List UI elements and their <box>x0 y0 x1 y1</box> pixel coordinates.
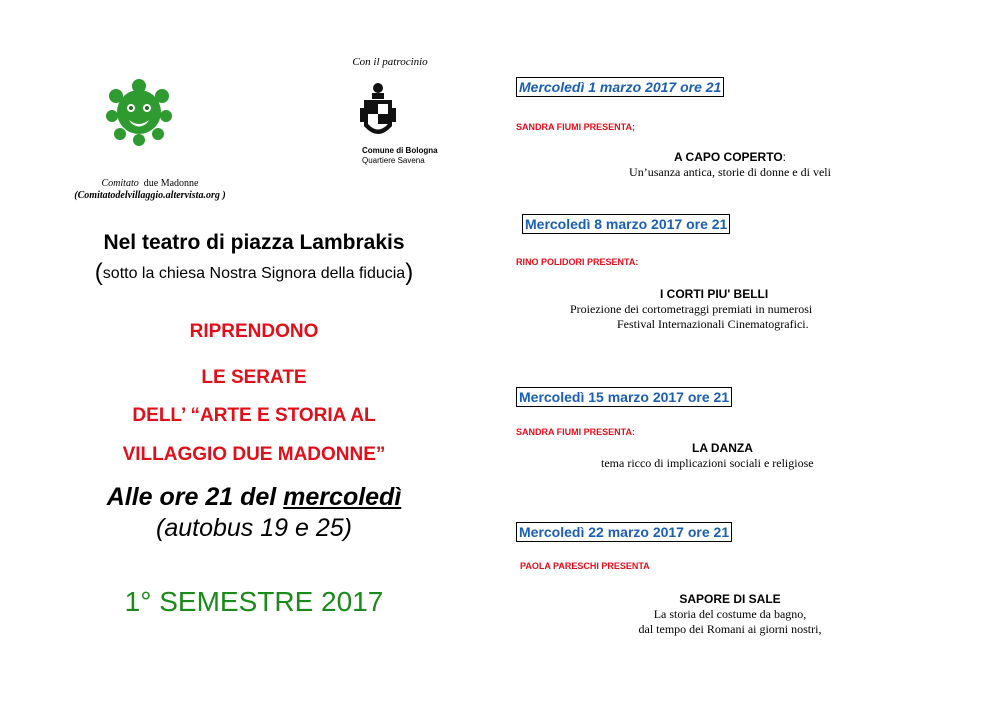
event-4-date: Mercoledì 22 marzo 2017 ore 21 <box>516 522 732 542</box>
semestre-title: 1° SEMESTRE 2017 <box>124 586 384 617</box>
comitato-line <box>40 178 260 190</box>
red-line-1: RIPRENDONO <box>189 321 319 342</box>
event-3-desc: tema ricco di implicazioni sociali e religiose <box>601 456 814 470</box>
red-line-2: LE SERATE <box>201 367 307 388</box>
comitato-word: Comitato <box>101 178 139 189</box>
teatro-heading: Nel teatro di piazza Lambrakis <box>103 231 405 254</box>
sotto-chiesa-line: (sotto la chiesa Nostra Signora della fiducia) <box>94 259 414 286</box>
comune-label <box>362 146 438 166</box>
sotto-chiesa-text: sotto la chiesa Nostra Signora della fiducia <box>102 265 406 282</box>
comune-quartiere: Quartiere Savena <box>362 156 425 165</box>
event-1-desc: Un’usanza antica, storie di donne e di veli <box>629 165 831 179</box>
event-4-presenter: PAOLA PARESCHI PRESENTA <box>520 561 650 571</box>
event-4-desc-2: dal tempo dei Romani ai giorni nostri, <box>638 622 822 636</box>
comitato-logo-icon <box>104 78 174 146</box>
comune-bologna-crest-icon <box>360 80 396 146</box>
mercoledi-underlined: mercoledì <box>283 483 402 511</box>
event-4-desc-1: La storia del costume da bagno, <box>653 607 807 621</box>
alle-ore-line: Alle ore 21 del mercoledì <box>106 483 402 511</box>
event-3-presenter: SANDRA FIUMI PRESENTA: <box>516 427 635 437</box>
event-2-date: Mercoledì 8 marzo 2017 ore 21 <box>522 214 730 234</box>
event-2-desc-2: Festival Internazionali Cinematografici. <box>617 317 809 331</box>
event-3-date: Mercoledì 15 marzo 2017 ore 21 <box>516 387 732 407</box>
event-2-presenter: RINO POLIDORI PRESENTA: <box>516 257 639 267</box>
red-line-3: DELL’ “ARTE E STORIA AL <box>132 405 376 426</box>
red-line-4: VILLAGGIO DUE MADONNE” <box>122 444 386 465</box>
patrocinio-label: Con il patrocinio <box>352 56 428 68</box>
event-1-presenter: SANDRA FIUMI PRESENTA; <box>516 122 635 132</box>
comitato-website: (Comitatodelvillaggio.altervista.org ) <box>74 190 226 201</box>
comitato-name: due Madonne <box>143 178 199 189</box>
autobus-line: (autobus 19 e 25) <box>156 514 352 542</box>
event-1-date: Mercoledì 1 marzo 2017 ore 21 <box>516 77 724 97</box>
comitato-block <box>40 178 260 202</box>
event-2-desc-1: Proiezione dei cortometraggi premiati in numerosi <box>570 302 813 316</box>
event-2-title: I CORTI PIU' BELLI <box>660 287 769 301</box>
event-4-title: SAPORE DI SALE <box>679 592 781 606</box>
event-3-title: LA DANZA <box>692 441 753 455</box>
comune-name: Comune di Bologna <box>362 146 438 155</box>
event-1-title: A CAPO COPERTO: <box>673 150 787 164</box>
